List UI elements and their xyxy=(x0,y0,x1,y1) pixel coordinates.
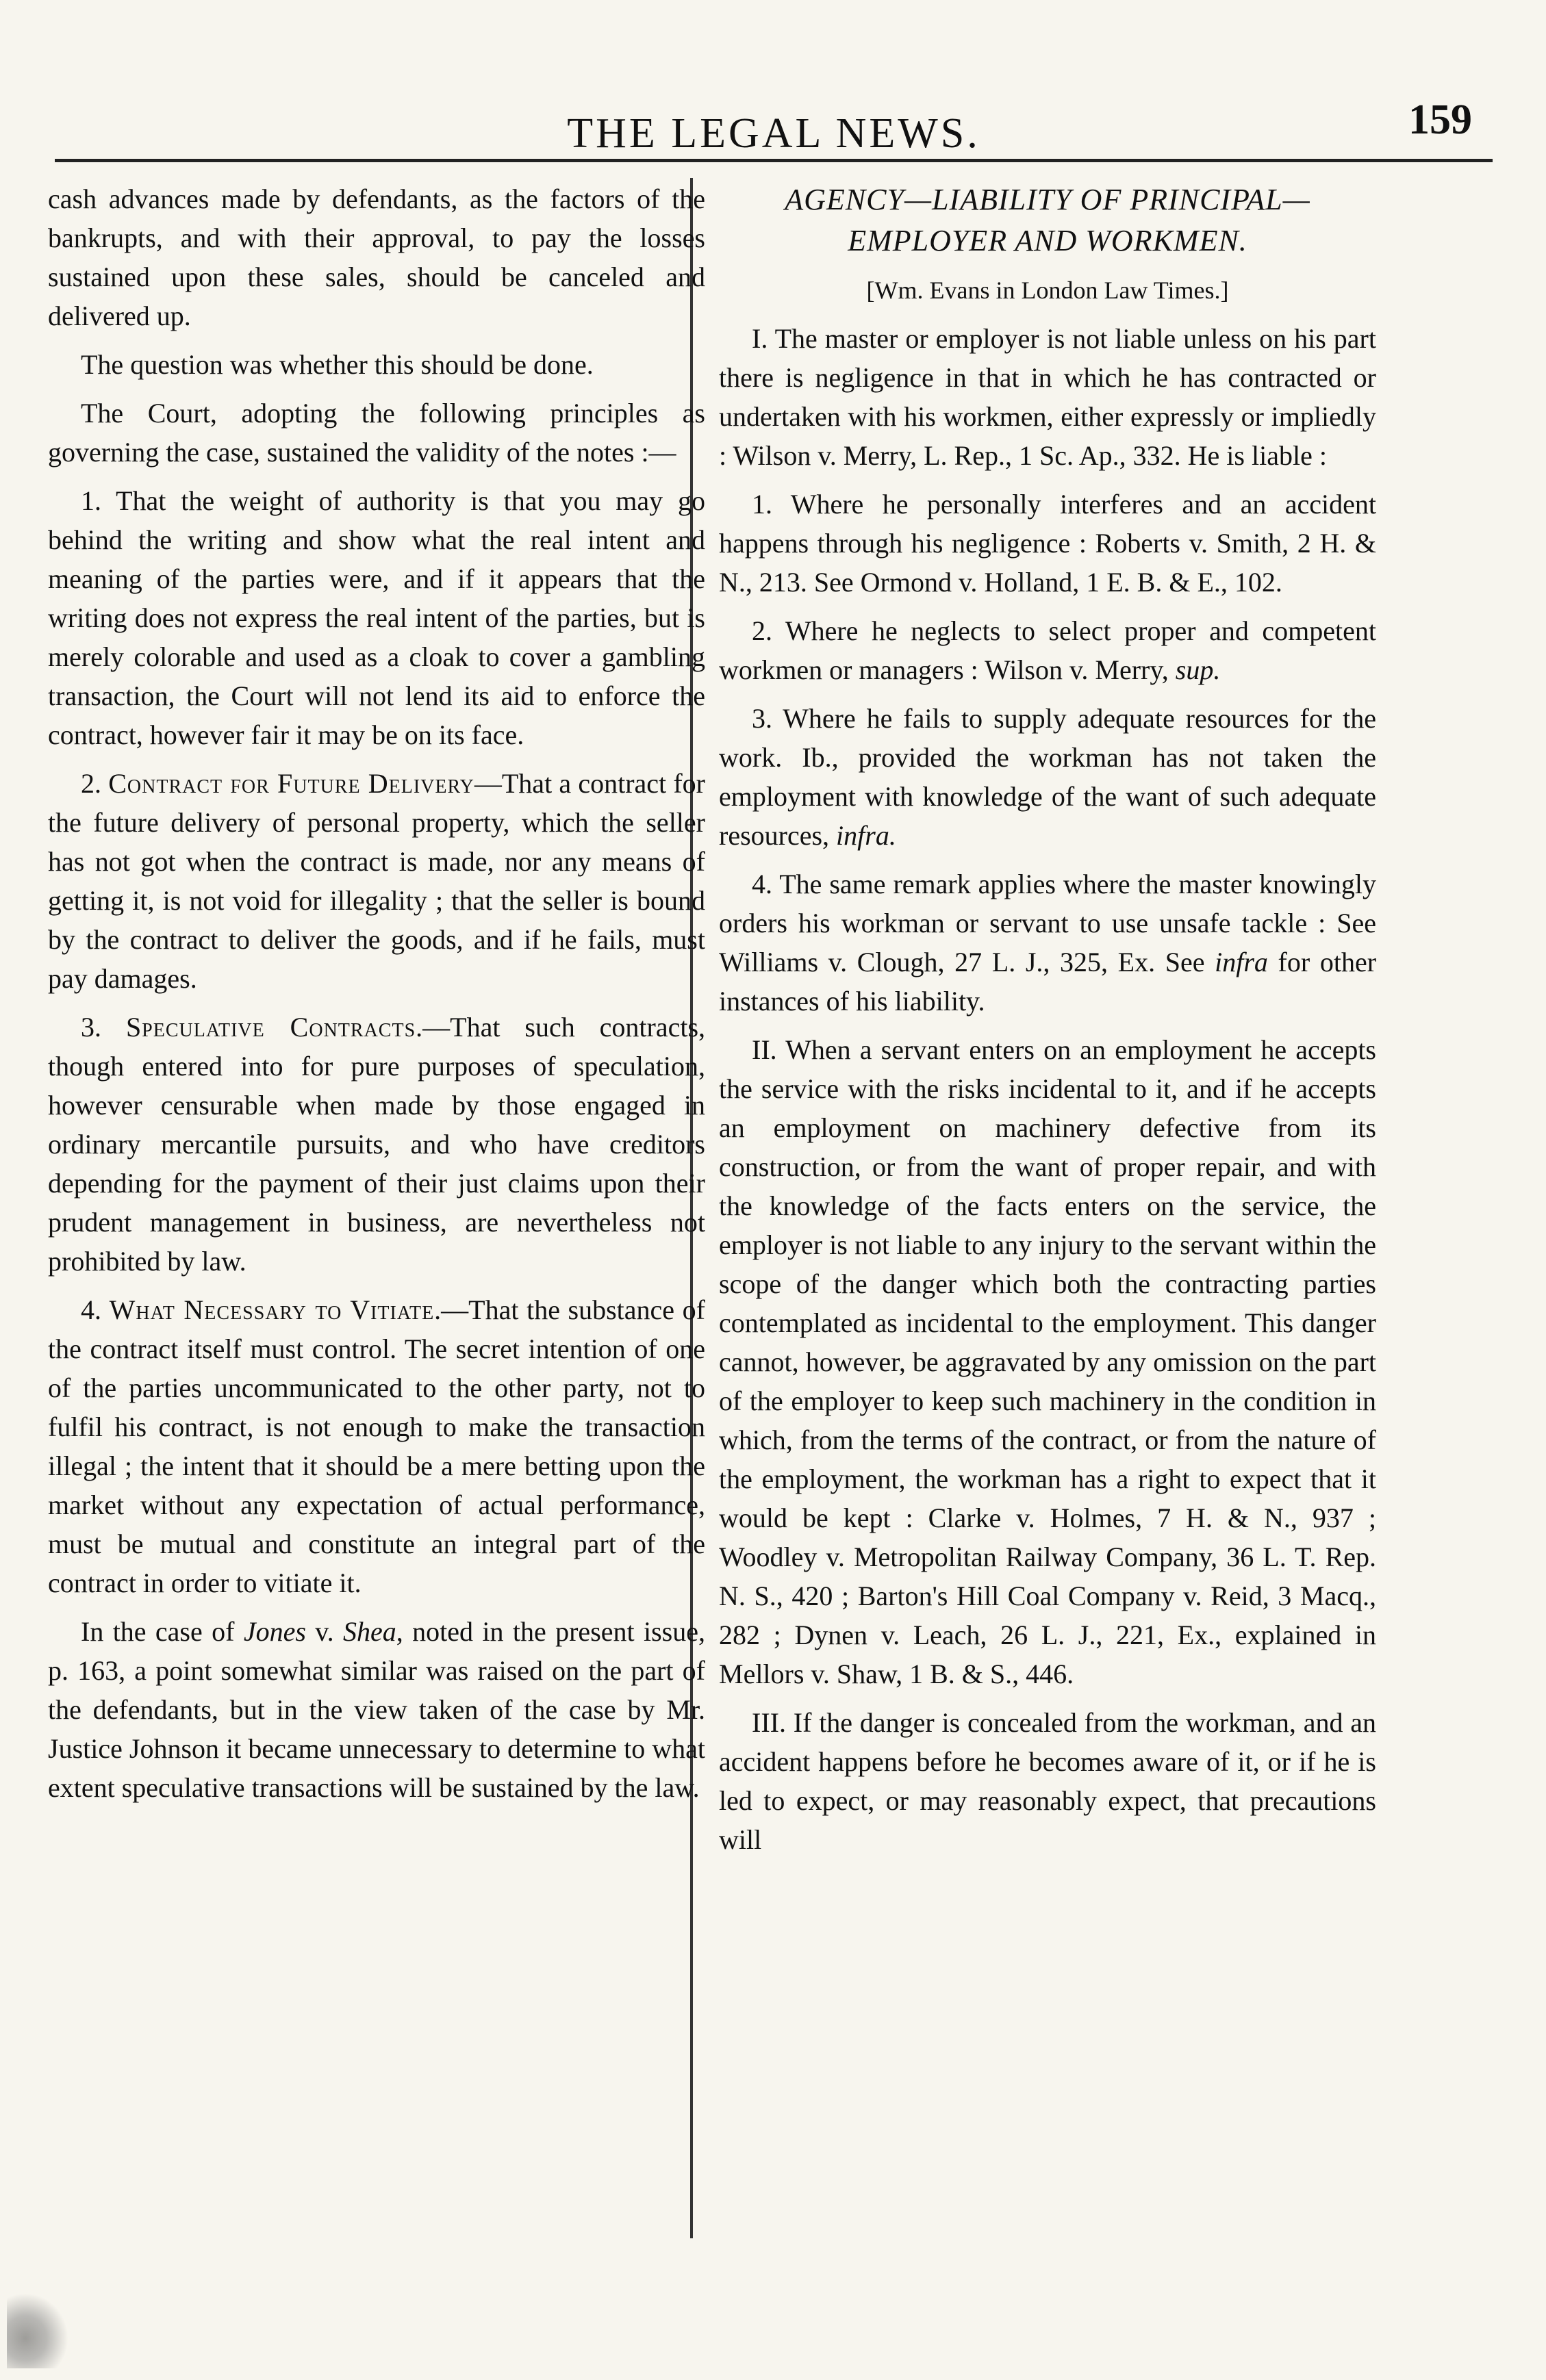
page-header xyxy=(55,96,1493,164)
header-rule xyxy=(55,159,1493,162)
paragraph-principle-3 xyxy=(48,1008,705,1281)
left-column xyxy=(48,179,705,1817)
article-title-line-2: EMPLOYER AND WORKMEN. xyxy=(848,224,1247,257)
principle-3-heading: Speculative Contracts xyxy=(125,1012,416,1042)
paragraph-principle-4 xyxy=(48,1290,705,1602)
paragraph-liable-1: 1. Where he personally interferes and an accident happens through his negligence : Roberts v. Smith, 2 H. & N., 213. See Ormond v. Holland, 1 E. B. & E., 102. xyxy=(719,489,1376,598)
article-title xyxy=(719,179,1376,261)
principle-4-heading: What Necessary to Vitiate xyxy=(109,1294,435,1325)
paragraph-court: The Court, adopting the following principles as governing the case, sustained the validity of the notes :— xyxy=(48,398,705,468)
liable-2-text: 2. Where he neglects to select proper and competent workmen or managers : Wilson v. Merry, xyxy=(719,615,1376,685)
principle-2-heading: Contract for Future Delivery xyxy=(108,768,474,799)
principle-2-number: 2. xyxy=(81,768,101,799)
paragraph-liable-3 xyxy=(719,699,1376,855)
case-name-jones: Jones xyxy=(243,1616,306,1647)
paragraph-II: II. When a servant enters on an employment he accepts the service with the risks incidental to it, and if he accepts an employment on machinery defective from its construction, or from the want of proper repair, and with the knowledge of the facts enters on the service, the employer is not liable to any injury to the servant within the scope of the danger which both the contracting parties contemplated as incidental to the employment. This danger cannot, however, be aggravated by any omission on the part of the employer to keep such machinery in the condition in which, from the terms of the contract, or from the nature of the employment, the workman has a right to expect that it would be kept : Clarke v. Holmes, 7 H. & N., 937 ; Woodley v. Metropolitan Railway Company, 36 L. T. Rep. N. S., 420 ; Barton's Hill Coal Company v. Reid, 3 Macq., 282 ; Dynen v. Leach, 26 L. J., 221, Ex., explained in Mellors v. Shaw, 1 B. & S., 446. xyxy=(719,1034,1376,1689)
paragraph-intro: cash advances made by defendants, as the factors of the bankrupts, and with their approval, to pay the losses sustained upon these sales, should be canceled and delivered up. xyxy=(48,183,705,331)
paragraph-liable-2 xyxy=(719,611,1376,689)
page-number: 159 xyxy=(1408,97,1472,143)
jones-text-a: In the case of xyxy=(81,1616,244,1647)
case-name-shea: Shea xyxy=(343,1616,396,1647)
paragraph-III: III. If the danger is concealed from the workman, and an accident happens before he becomes aware of it, or if he is led to expect, or may reasonably expect, that precautions will xyxy=(719,1707,1376,1855)
article-byline: [Wm. Evans in London Law Times.] xyxy=(866,277,1229,304)
principle-4-number: 4. xyxy=(81,1294,101,1325)
jones-text-b: v. xyxy=(305,1616,344,1647)
jones-text-c: , noted in the present issue, p. 163, a point somewhat similar was raised on the part of the defendants, but in the view taken of the case by Mr. Justice Johnson it became unnecessary to determine to what extent speculative transactions will be sustained by the law. xyxy=(48,1616,705,1803)
liable-3-infra: infra. xyxy=(836,820,896,851)
liable-2-sup: sup. xyxy=(1175,654,1221,685)
principle-3-text: .—That such contracts, though entered into for pure purposes of speculation, however censurable when made by those engaged in ordinary mercantile pursuits, and who have creditors depending for the payment of their just claims upon their prudent management in business, are nevertheless not prohibited by law. xyxy=(48,1012,706,1277)
principle-3-number: 3. xyxy=(81,1012,101,1042)
liable-4-text-b: for other instances of his liability. xyxy=(719,947,1377,1016)
paragraph-principle-2 xyxy=(48,764,705,998)
paragraph-I: I. The master or employer is not liable unless on his part there is negligence in that in which he has contracted or undertaken with his workmen, either expressly or impliedly : Wilson v. Merry, L. Rep., 1 Sc. Ap., 332. He is liable : xyxy=(719,323,1376,471)
liable-4-infra: infra xyxy=(1215,947,1268,977)
principle-2-text: —That a contract for the future delivery of personal property, which the seller has not got when the contract is made, nor any means of getting it, is not void for illegality ; that the seller is bound by the contract to deliver the goods, and if he fails, must pay damages. xyxy=(48,768,705,994)
principle-4-text: .—That the substance of the contract itself must control. The secret intention of one of the parties uncommunicated to the other party, not to fulfil his contract, is not enough to make the transaction illegal ; the intent that it should be a mere betting upon the market without any expectation of actual performance, must be mutual and constitute an integral part of the contract in order to vitiate it. xyxy=(48,1294,705,1598)
liable-4-text-a: 4. The same remark applies where the master knowingly orders his workman or servant to use unsafe tackle : See Williams v. Clough, 27 L. J., 325, Ex. See xyxy=(719,869,1376,977)
article-title-line-1: AGENCY—LIABILITY OF PRINCIPAL— xyxy=(785,183,1310,216)
liable-3-text: 3. Where he fails to supply adequate resources for the work. Ib., provided the workman has not taken the employment with knowledge of the want of such adequate resources, xyxy=(719,703,1376,851)
page-title: THE LEGAL NEWS. xyxy=(567,110,980,157)
paragraph-principle-1: 1. That the weight of authority is that you may go behind the writing and show what the real intent and meaning of the parties were, and if it appears that the writing does not express the real intent of the parties, but is merely colorable and used as a cloak to cover a gambling transaction, the Court will not lend its aid to enforce the contract, however fair it may be on its face. xyxy=(48,485,705,750)
paragraph-liable-4 xyxy=(719,865,1376,1021)
right-column xyxy=(719,179,1376,1869)
scan-edge-mark xyxy=(7,2293,68,2368)
paragraph-question: The question was whether this should be done. xyxy=(81,349,594,380)
paragraph-jones-shea xyxy=(48,1612,705,1807)
